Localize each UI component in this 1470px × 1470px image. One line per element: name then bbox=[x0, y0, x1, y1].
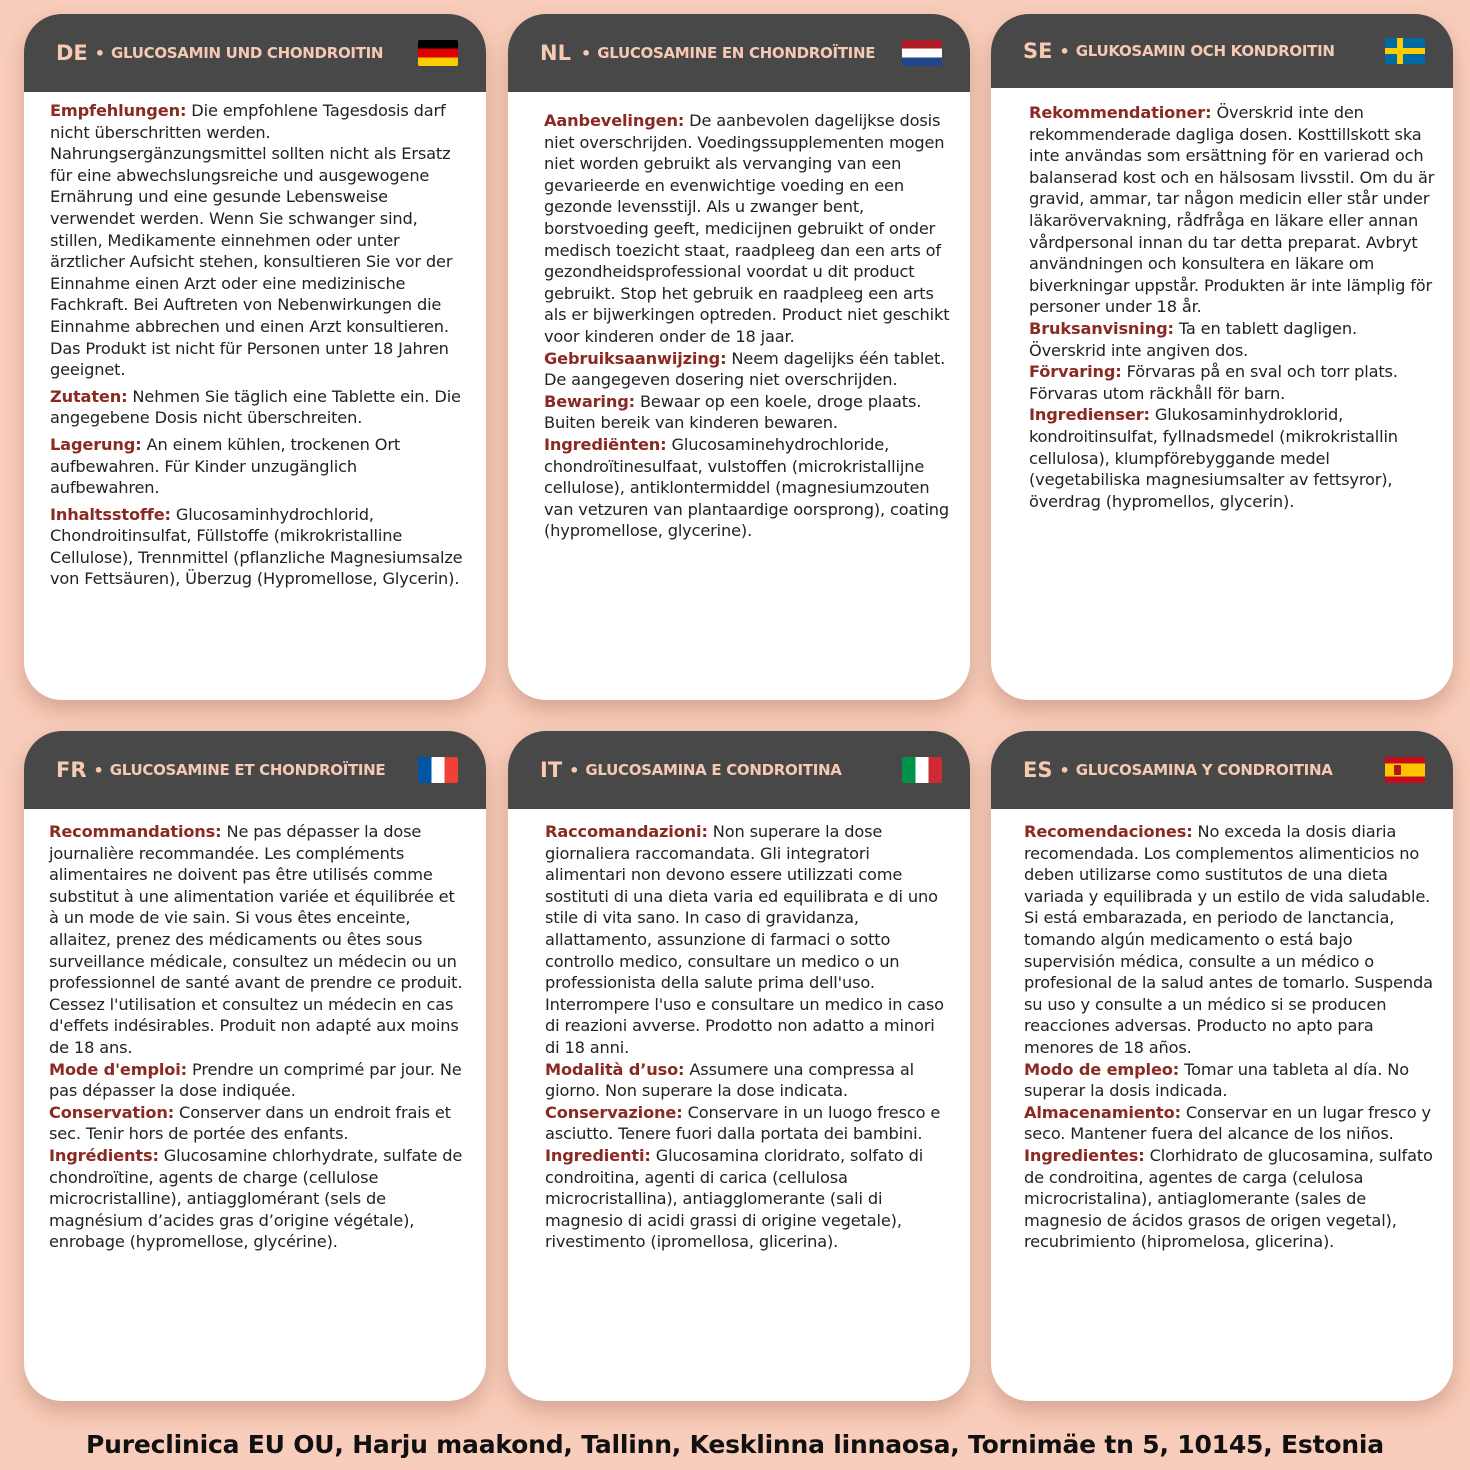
card-body bbox=[991, 809, 1453, 1263]
card-title: GLUKOSAMIN OCH KONDROITIN bbox=[1075, 42, 1335, 60]
card-nl bbox=[508, 14, 970, 700]
card-header bbox=[991, 731, 1453, 809]
language-code: IT bbox=[540, 758, 563, 782]
section-text: Glucosamine chlorhydrate, sulfate de chondroïtine, agents de charge (cellulose microcristalline), antiagglomérant (sels de magnésium d’acides gras d’origine végétale), enrobage (hypromellose, glycérine). bbox=[49, 1145, 463, 1252]
section-label: Recommandations: bbox=[49, 822, 222, 841]
section-text: No exceda la dosis diaria recomendada. Los complementos alimenticios no deben utilizarse como sustitutos de una dieta variada y equilibrada y un estilo de vida saludable. Si está embarazada, en periodo de lanctancia, tomando algún medicamento o está bajo supervisión médica, consulte a un médico o profesional de la salud antes de tomarlo. Suspenda su uso y consulte a un médico si se producen reacciones adversas. Producto no apto para menores de 18 años. bbox=[1024, 822, 1433, 1057]
section-label: Zutaten: bbox=[50, 386, 128, 406]
section-text: Non superare la dose giornaliera raccomandata. Gli integratori alimentari non devono essere utilizzati come sostituti di una dieta varia ed equilibrata e di uno stile di vita sano. In caso di gravidanza, allattamento, assunzione di farmaci o sotto controllo medico, consultare un medico o un professionista della salute prima dell'uso. Interrompere l'uso e consultare un medico in caso di reazioni avverse. Prodotto non adatto a minori di 18 anni. bbox=[545, 822, 944, 1057]
section-text: Neem dagelijks één tablet. De aangegeven dosering niet overschrijden. bbox=[544, 348, 946, 390]
usage-section bbox=[1024, 1059, 1435, 1102]
section-label: Conservation: bbox=[49, 1102, 175, 1122]
netherlands-flag-icon bbox=[902, 40, 942, 66]
company-address-footer: Pureclinica EU OU, Harju maakond, Tallinn, Kesklinna linnaosa, Tornimäe tn 5, 10145, Estonia bbox=[86, 1430, 1384, 1459]
section-text: Clorhidrato de glucosamina, sulfato de condroitina, agentes de carga (celulosa microcristalina), antiaglomerante (sales de magnesio de ácidos grasos de origen vegetal), recubrimiento (hipromelosa, glicerina). bbox=[1024, 1145, 1433, 1252]
language-code: FR bbox=[56, 758, 87, 782]
language-code: SE bbox=[1023, 39, 1053, 63]
usage-section bbox=[545, 1059, 952, 1102]
usage-section bbox=[544, 348, 952, 391]
separator-dot: • bbox=[1059, 760, 1070, 780]
section-label: Almacenamiento: bbox=[1024, 1102, 1181, 1122]
recommendations-section bbox=[1024, 821, 1435, 1059]
section-label: Ingredienti: bbox=[545, 1145, 651, 1165]
germany-flag-icon bbox=[418, 40, 458, 66]
section-label: Conservazione: bbox=[545, 1102, 683, 1122]
recommendations-section bbox=[49, 821, 468, 1059]
storage-section bbox=[50, 434, 468, 499]
separator-dot: • bbox=[94, 43, 106, 63]
section-text: Glucosaminehydrochloride, chondroïtinesulfaat, vulstoffen (microkristallijne cellulose), antiklontermiddel (magnesiumzouten van vetzuren van plantaardige oorsprong), coating (hypromellose, glycerine). bbox=[544, 434, 950, 541]
card-header bbox=[508, 14, 970, 92]
section-text: Glucosamina cloridrato, solfato di condroitina, agenti di carica (cellulosa microcristallina), antiagglomerante (sali di magnesio di acidi grassi di origine vegetale), rivestimento (ipromellosa, glicerina). bbox=[545, 1145, 924, 1252]
ingredients-section bbox=[544, 434, 952, 542]
card-se bbox=[991, 14, 1453, 700]
storage-section bbox=[544, 391, 952, 434]
section-text: De aanbevolen dagelijkse dosis niet overschrijden. Voedingssupplementen mogen niet worden gebruikt als vervanging van een gevarieerde en evenwichtige voeding en een gezonde levensstijl. Als u zwanger bent, borstvoeding geeft, medicijnen gebruikt of onder medisch toezicht staat, raadpleeg dan een arts of gezondheidsprofessional voordat u dit product gebruikt. Stop het gebruik en raadpleeg een arts als er bijwerkingen optreden. Product niet geschikt voor kinderen onder de 18 jaar. bbox=[544, 111, 950, 346]
section-label: Ingredienser: bbox=[1029, 405, 1150, 425]
spain-flag-icon bbox=[1385, 757, 1425, 783]
card-fr bbox=[24, 731, 486, 1401]
usage-section bbox=[49, 1059, 468, 1102]
recommendations-section bbox=[50, 100, 468, 381]
card-de bbox=[24, 14, 486, 700]
section-label: Gebruiksaanwijzing: bbox=[544, 348, 727, 368]
section-label: Modalità d’uso: bbox=[545, 1059, 685, 1079]
card-title: GLUCOSAMINA Y CONDROITINA bbox=[1075, 761, 1333, 779]
card-header bbox=[24, 14, 486, 92]
sweden-flag-icon bbox=[1385, 38, 1425, 64]
section-label: Modo de empleo: bbox=[1024, 1059, 1180, 1079]
section-text: Förvaras på en sval och torr plats. Förvaras utom räckhåll för barn. bbox=[1029, 362, 1398, 403]
section-text: Die empfohlene Tagesdosis darf nicht überschritten werden. Nahrungsergänzungsmittel sollten nicht als Ersatz für eine abwechslungsreiche und ausgewogene Ernährung und eine gesunde Lebensweise verwendet werden. Wenn Sie schwanger sind, stillen, Medikamente einnehmen oder unter ärztlicher Aufsicht stehen, konsultieren Sie vor der Einnahme einen Arzt oder eine medizinische Fachkraft. Bei Auftreten von Nebenwirkungen die Einnahme abbrechen und einen Arzt konsultieren. Das Produkt ist nicht für Personen unter 18 Jahren geeignet. bbox=[50, 101, 453, 380]
card-body bbox=[991, 88, 1453, 522]
storage-section bbox=[49, 1102, 468, 1145]
card-body bbox=[508, 92, 970, 552]
ingredients-section bbox=[1029, 404, 1435, 512]
ingredients-section bbox=[545, 1145, 952, 1253]
card-header bbox=[24, 731, 486, 809]
card-it bbox=[508, 731, 970, 1401]
ingredients-section bbox=[1024, 1145, 1435, 1253]
section-text: Bewaar op een koele, droge plaats. Buiten bereik van kinderen bewaren. bbox=[544, 391, 922, 433]
section-text: Glukosaminhydroklorid, kondroitinsulfat, fyllnadsmedel (mikrokristallin cellulosa), klumpförebyggande medel (vegetabiliska magnesiumsalter av fettsyror), överdrag (hypromellos, glycerin). bbox=[1029, 405, 1398, 511]
section-label: Inhaltsstoffe: bbox=[50, 504, 171, 524]
section-label: Ingredientes: bbox=[1024, 1145, 1145, 1165]
language-code: NL bbox=[540, 41, 571, 65]
storage-section bbox=[1024, 1102, 1435, 1145]
section-label: Rekommendationer: bbox=[1029, 103, 1212, 122]
storage-section bbox=[1029, 361, 1435, 404]
card-title: GLUCOSAMIN UND CHONDROITIN bbox=[111, 44, 384, 62]
storage-section bbox=[545, 1102, 952, 1145]
separator-dot: • bbox=[569, 760, 580, 780]
section-label: Förvaring: bbox=[1029, 362, 1122, 382]
section-label: Raccomandazioni: bbox=[545, 822, 708, 841]
section-label: Lagerung: bbox=[50, 434, 142, 454]
section-label: Aanbevelingen: bbox=[544, 111, 685, 130]
section-text: Överskrid inte den rekommenderade dagliga dosen. Kosttillskott ska inte användas som ersättning för en varierad och balanserad kost och en hälsosam livsstil. Om du är gravid, ammar, tar någon medicin eller står under läkarövervakning, rådfråga en läkare eller annan vårdpersonal innan du tar detta preparat. Avbryt användningen och konsultera en läkare om biverkningar uppstår. Produkten är inte lämplig för personer under 18 år. bbox=[1029, 103, 1435, 317]
section-text: Nehmen Sie täglich eine Tablette ein. Die angegebene Dosis nicht überschreiten. bbox=[50, 386, 461, 428]
section-text: Conservare in un luogo fresco e asciutto. Tenere fuori dalla portata dei bambini. bbox=[545, 1102, 941, 1144]
section-text: Ta en tablett dagligen. Överskrid inte angiven dos. bbox=[1029, 318, 1357, 360]
language-code: ES bbox=[1023, 758, 1053, 782]
recommendations-section bbox=[545, 821, 952, 1059]
ingredients-section bbox=[50, 504, 468, 590]
card-title: GLUCOSAMINA E CONDROITINA bbox=[585, 761, 842, 779]
card-header bbox=[508, 731, 970, 809]
section-label: Bruksanvisning: bbox=[1029, 318, 1174, 338]
italy-flag-icon bbox=[902, 757, 942, 783]
ingredients-section bbox=[49, 1145, 468, 1253]
usage-section bbox=[50, 386, 468, 429]
separator-dot: • bbox=[580, 43, 592, 63]
section-label: Bewaring: bbox=[544, 391, 635, 411]
section-text: Glucosaminhydrochlorid, Chondroitinsulfat, Füllstoffe (mikrokristalline Cellulose), Trennmittel (pflanzliche Magnesiumsalze von Fettsäuren), Überzug (Hypromellose, Glycerin). bbox=[50, 504, 463, 589]
language-code: DE bbox=[56, 41, 88, 65]
card-body bbox=[24, 809, 486, 1263]
card-title: GLUCOSAMINE ET CHONDROÏTINE bbox=[109, 761, 386, 779]
france-flag-icon bbox=[418, 757, 458, 783]
card-es bbox=[991, 731, 1453, 1401]
section-label: Ingrédients: bbox=[49, 1145, 159, 1165]
section-label: Ingrediënten: bbox=[544, 434, 667, 454]
card-title: GLUCOSAMINE EN CHONDROÏTINE bbox=[597, 44, 876, 62]
section-text: Tomar una tableta al día. No superar la dosis indicada. bbox=[1024, 1059, 1409, 1101]
section-text: Ne pas dépasser la dose journalière recommandée. Les compléments alimentaires ne doivent pas être utilisés comme substitut à une alimentation variée et équilibrée et à un mode de vie sain. Si vous êtes enceinte, allaitez, prenez des médicaments ou êtes sous surveillance médicale, consultez un médecin ou un professionnel de santé avant de prendre ce produit. Cessez l'utilisation et consultez un médecin en cas d'effets indésirables. Produit non adapté aux moins de 18 ans. bbox=[49, 822, 463, 1057]
usage-section bbox=[1029, 318, 1435, 361]
section-text: Conservar en un lugar fresco y seco. Mantener fuera del alcance de los niños. bbox=[1024, 1102, 1431, 1144]
card-header bbox=[991, 14, 1453, 88]
section-label: Recomendaciones: bbox=[1024, 822, 1193, 841]
separator-dot: • bbox=[93, 760, 104, 780]
card-body bbox=[24, 92, 486, 600]
section-label: Mode d'emploi: bbox=[49, 1059, 187, 1079]
section-text: Prendre un comprimé par jour. Ne pas dépasser la dose indiquée. bbox=[49, 1059, 462, 1101]
section-text: Assumere una compressa al giorno. Non superare la dose indicata. bbox=[545, 1059, 914, 1101]
section-label: Empfehlungen: bbox=[50, 101, 187, 120]
separator-dot: • bbox=[1059, 41, 1070, 61]
recommendations-section bbox=[544, 110, 952, 348]
recommendations-section bbox=[1029, 102, 1435, 318]
section-text: An einem kühlen, trockenen Ort aufbewahren. Für Kinder unzugänglich aufbewahren. bbox=[50, 434, 401, 498]
card-body bbox=[508, 809, 970, 1263]
section-text: Conserver dans un endroit frais et sec. Tenir hors de portée des enfants. bbox=[49, 1102, 451, 1144]
